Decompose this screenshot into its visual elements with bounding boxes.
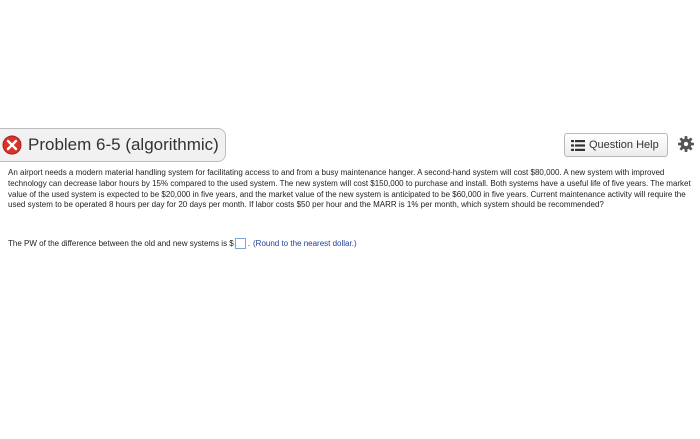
problem-header bbox=[0, 128, 700, 160]
question-help-button[interactable] bbox=[564, 133, 668, 157]
list-icon bbox=[571, 140, 585, 151]
rounding-hint: (Round to the nearest dollar.) bbox=[253, 238, 357, 248]
answer-input[interactable] bbox=[235, 238, 246, 249]
error-x-icon bbox=[2, 135, 22, 155]
question-help-label: Question Help bbox=[589, 139, 659, 151]
problem-statement: An airport needs a modern material handling system for facilitating access to and from a busy maintenance hanger. A second-hand system will cost $80,000. A new system with improved technology can decrease labor hours by 15% compared to the used system. The new system will cost $150,000 to purchase and install. Both systems have a useful life of five years. The market value of the used system is expected to be $20,000 in five years, and the market value of the new system is anticipated to be $60,000 in five years. Current maintenance activity will require the used system to be operated 8 hours per day for 20 days per month. If labor costs $50 per hour and the MARR is 1% per month, which system should be recommended? bbox=[8, 168, 691, 210]
answer-period: . bbox=[247, 238, 250, 248]
title-group bbox=[0, 128, 226, 162]
answer-line bbox=[8, 236, 357, 250]
answer-prompt: The PW of the difference between the old and new systems is $ bbox=[8, 238, 234, 248]
problem-title: Problem 6-5 (algorithmic) bbox=[28, 135, 219, 154]
gear-icon[interactable] bbox=[677, 135, 695, 153]
